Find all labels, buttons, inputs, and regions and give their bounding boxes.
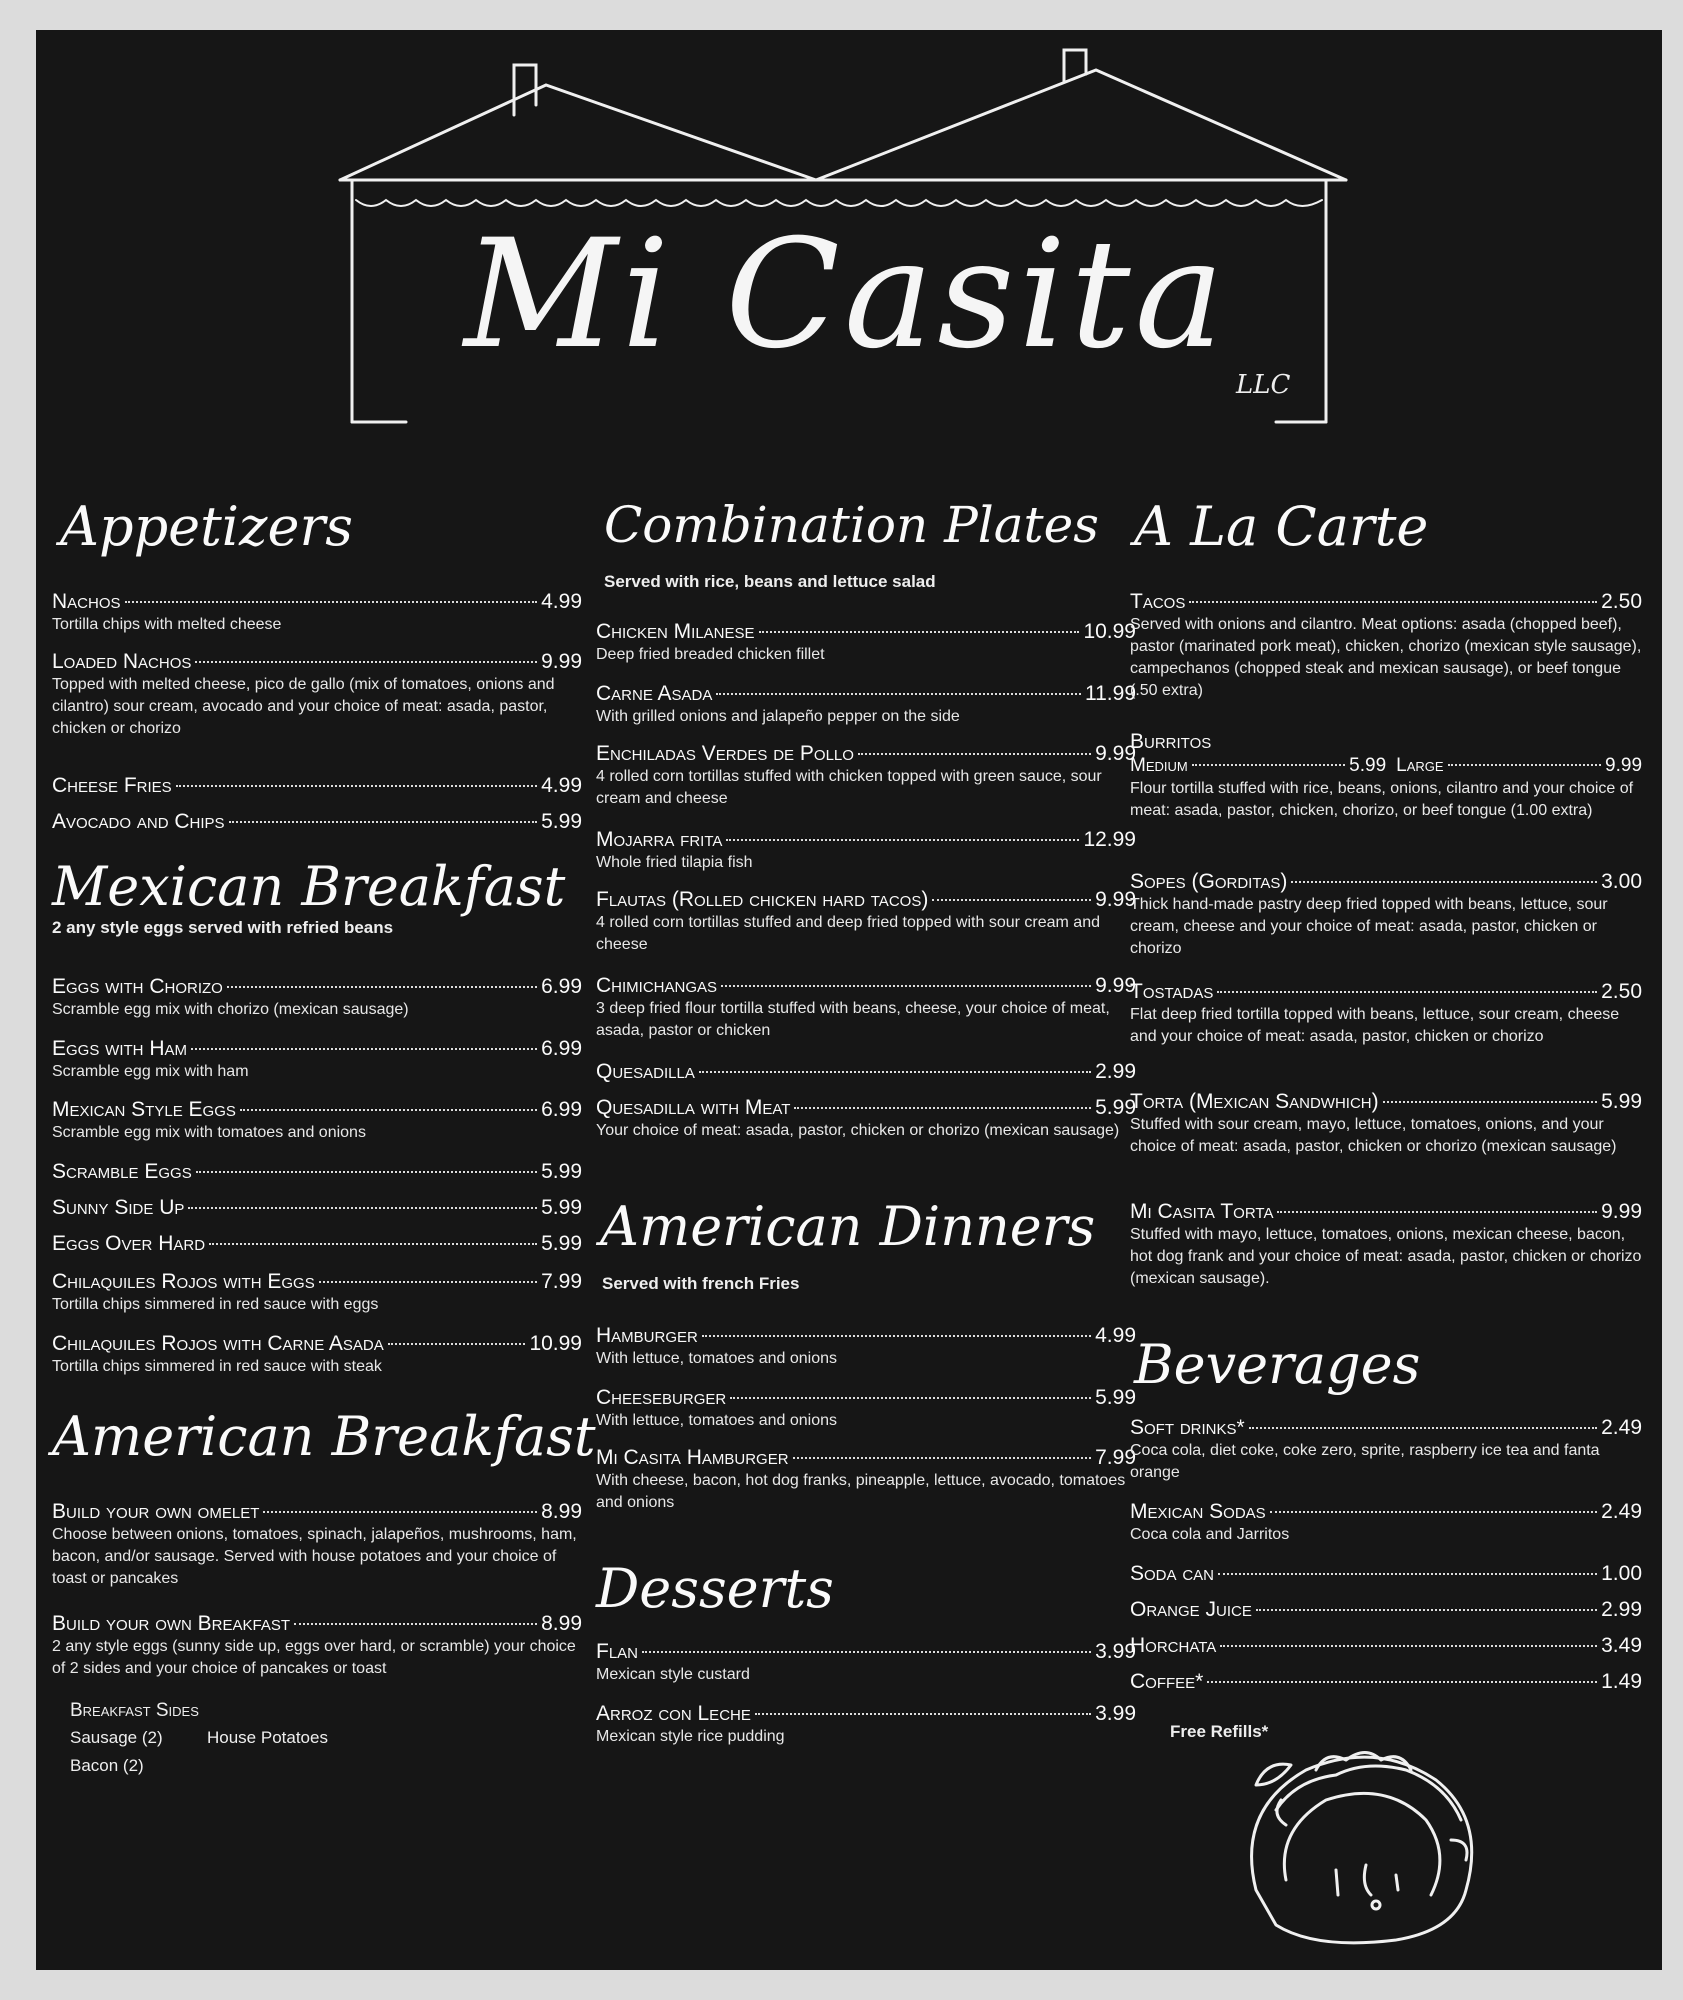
item-name: Loaded Nachos [52, 650, 192, 673]
item-name: Orange Juice [1130, 1598, 1252, 1621]
item-price: 4.99 [541, 590, 582, 613]
side-item: House Potatoes [207, 1728, 328, 1747]
item-price: 2.50 [1601, 590, 1642, 613]
item-price: 5.99 [541, 1196, 582, 1219]
item-price: 5.99 [541, 810, 582, 833]
item-price: 9.99 [1605, 755, 1643, 776]
item-description: Whole fried tilapia fish [596, 854, 753, 871]
appetizers-title: Appetizers [60, 495, 353, 558]
menu-item [596, 682, 1136, 728]
item-name: Build your own Breakfast [52, 1612, 291, 1635]
item-name: Chicken Milanese [596, 620, 755, 643]
item-price: 4.99 [541, 774, 582, 797]
item-description: Scramble egg mix with ham [52, 1063, 249, 1080]
menu-item [52, 1270, 582, 1316]
item-price: 2.99 [1095, 1060, 1136, 1083]
item-name: Carne Asada [596, 682, 713, 705]
combination-plates-subtitle: Served with rice, beans and lettuce salad [604, 572, 936, 591]
menu-item [1130, 1416, 1642, 1484]
menu-item [52, 1232, 582, 1256]
item-price: 5.99 [1349, 755, 1387, 776]
item-name: Arroz con Leche [596, 1702, 751, 1725]
menu-item [596, 1386, 1136, 1432]
item-description: Stuffed with mayo, lettuce, tomatoes, onions, mexican cheese, bacon, hot dog frank and your choice of meat: asada, pastor, chicken or chorizo (mexican sausage). [1130, 1226, 1642, 1287]
brand-suffix: LLC [1236, 370, 1291, 400]
mexican-breakfast-title: Mexican Breakfast [52, 855, 566, 918]
item-description: With lettuce, tomatoes and onions [596, 1350, 838, 1367]
item-description: 2 any style eggs (sunny side up, eggs over hard, or scramble) your choice of 2 sides and your choice of pancakes or toast [52, 1638, 576, 1677]
brand-name: Mi Casita [463, 208, 1229, 382]
side-item: Bacon (2) [70, 1756, 144, 1775]
item-name: Eggs Over Hard [52, 1232, 206, 1255]
taco-icon [1216, 1690, 1516, 1960]
item-description: With cheese, bacon, hot dog franks, pineapple, lettuce, avocado, tomatoes and onions [596, 1472, 1126, 1511]
menu-item [1130, 1500, 1642, 1546]
item-name: Mojarra frita [596, 828, 723, 851]
menu-item [52, 774, 582, 798]
item-price: 9.99 [1601, 1200, 1642, 1223]
item-name: Burritos [1130, 730, 1212, 753]
menu-item [1130, 730, 1642, 822]
item-description: Coca cola, diet coke, coke zero, sprite, raspberry ice tea and fanta orange [1130, 1442, 1600, 1481]
menu-item [52, 1160, 582, 1184]
item-description: Coca cola and Jarritos [1130, 1526, 1290, 1543]
item-price: 12.99 [1083, 828, 1136, 851]
item-price: 2.49 [1601, 1500, 1642, 1523]
item-name: Chimichangas [596, 974, 718, 997]
item-name: Soft drinks* [1130, 1416, 1245, 1439]
item-description: Thick hand-made pastry deep fried topped with beans, lettuce, sour cream, cheese and your choice of meat: asada, pastor, chicken or chorizo [1130, 896, 1608, 957]
size-label: Large [1396, 755, 1444, 776]
item-description: Tortilla chips simmered in red sauce with eggs [52, 1296, 379, 1313]
menu-item [596, 974, 1136, 1042]
item-name: Tacos [1130, 590, 1186, 613]
item-description: Tortilla chips simmered in red sauce with steak [52, 1358, 382, 1375]
menu-item [52, 1332, 582, 1378]
menu-item [52, 1037, 582, 1083]
menu-item [596, 1446, 1136, 1514]
menu-item [596, 620, 1136, 666]
item-price: 5.99 [1095, 1386, 1136, 1409]
item-name: Coffee* [1130, 1670, 1204, 1693]
item-price: 1.00 [1601, 1562, 1642, 1585]
item-price: 7.99 [1095, 1446, 1136, 1469]
item-name: Eggs with Ham [52, 1037, 188, 1060]
item-name: Tostadas [1130, 980, 1214, 1003]
item-price: 2.49 [1601, 1416, 1642, 1439]
item-price: 3.99 [1095, 1702, 1136, 1725]
menu-item [52, 975, 582, 1021]
item-description: Served with onions and cilantro. Meat options: asada (chopped beef), pastor (marinated pork meat), chicken, chorizo (mexican style sausage), campechanos (chopped steak and mexican sausage), or beef tongue (.50 extra) [1130, 616, 1642, 699]
menu-item [1130, 1200, 1642, 1290]
menu-item [596, 742, 1136, 810]
menu-item [1130, 1598, 1642, 1622]
american-dinners-subtitle: Served with french Fries [602, 1274, 800, 1293]
item-description: Flour tortilla stuffed with rice, beans, onions, cilantro and your choice of meat: asada, pastor, chicken, chorizo, or beef tongue (1.00 extra) [1130, 780, 1634, 819]
item-price: 8.99 [541, 1500, 582, 1523]
menu-item [52, 650, 582, 740]
item-price: 2.99 [1601, 1598, 1642, 1621]
item-description: Choose between onions, tomatoes, spinach, jalapeños, mushrooms, ham, bacon, and/or sausage. Served with house potatoes and your choice of toast or pancakes [52, 1526, 577, 1587]
menu-board [36, 30, 1662, 1970]
item-name: Mexican Sodas [1130, 1500, 1266, 1523]
item-price: 10.99 [529, 1332, 582, 1355]
item-price: 9.99 [1095, 888, 1136, 911]
item-description: Your choice of meat: asada, pastor, chicken or chorizo (mexican sausage) [596, 1122, 1120, 1139]
item-name: Avocado and Chips [52, 810, 225, 833]
menu-item [52, 1612, 582, 1680]
item-price: 7.99 [541, 1270, 582, 1293]
mexican-breakfast-subtitle: 2 any style eggs served with refried beans [52, 918, 394, 937]
item-description: 3 deep fried flour tortilla stuffed with beans, cheese, your choice of meat, asada, pastor or chicken [596, 1000, 1110, 1039]
side-item: Sausage (2) [70, 1728, 163, 1747]
menu-item [596, 828, 1136, 874]
menu-item [52, 1196, 582, 1220]
item-name: Hamburger [596, 1324, 698, 1347]
item-description: 4 rolled corn tortillas stuffed with chicken topped with green sauce, sour cream and cheese [596, 768, 1102, 807]
item-price: 10.99 [1083, 620, 1136, 643]
american-dinners-title: American Dinners [600, 1195, 1096, 1258]
item-description: With grilled onions and jalapeño pepper on the side [596, 708, 960, 725]
item-name: Cheese Fries [52, 774, 172, 797]
menu-item [596, 888, 1136, 956]
free-refills-note: Free Refills* [1170, 1722, 1269, 1741]
item-name: Build your own omelet [52, 1500, 260, 1523]
a-la-carte-title: A La Carte [1134, 495, 1429, 558]
item-price: 3.99 [1095, 1640, 1136, 1663]
menu-item [596, 1324, 1136, 1370]
menu-item [1130, 590, 1642, 702]
menu-item [596, 1060, 1136, 1084]
item-name: Flan [596, 1640, 639, 1663]
item-price: 9.99 [541, 650, 582, 673]
menu-item [1130, 870, 1642, 960]
item-name: Mi Casita Hamburger [596, 1446, 789, 1469]
item-price: 6.99 [541, 975, 582, 998]
item-name: Mi Casita Torta [1130, 1200, 1274, 1223]
item-price: 2.50 [1601, 980, 1642, 1003]
item-description: Mexican style rice pudding [596, 1728, 785, 1745]
menu-item [1130, 1090, 1642, 1158]
item-name: Quesadilla [596, 1060, 695, 1083]
item-name: Quesadilla with Meat [596, 1096, 791, 1119]
american-breakfast-title: American Breakfast [52, 1405, 596, 1468]
item-price: 4.99 [1095, 1324, 1136, 1347]
desserts-title: Desserts [596, 1557, 834, 1620]
item-description: Topped with melted cheese, pico de gallo (mix of tomatoes, onions and cilantro) sour cream, avocado and your choice of meat: asada, pastor, chicken or chorizo [52, 676, 555, 737]
item-price: 1.49 [1601, 1670, 1642, 1693]
item-description: Deep fried breaded chicken fillet [596, 646, 825, 663]
menu-item [1130, 980, 1642, 1048]
item-price: 8.99 [541, 1612, 582, 1635]
item-description: Flat deep fried tortilla topped with beans, lettuce, sour cream, cheese and your choice of meat: asada, pastor, chicken or chorizo [1130, 1006, 1620, 1045]
item-name: Eggs with Chorizo [52, 975, 223, 998]
item-description: Scramble egg mix with chorizo (mexican sausage) [52, 1001, 409, 1018]
item-name: Torta (Mexican Sandwhich) [1130, 1090, 1379, 1113]
menu-item [52, 810, 582, 834]
item-name: Flautas (Rolled chicken hard tacos) [596, 888, 929, 911]
item-price: 3.00 [1601, 870, 1642, 893]
item-price: 11.99 [1085, 682, 1136, 705]
item-name: Chilaquiles Rojos with Carne Asada [52, 1332, 384, 1355]
item-name: Cheeseburger [596, 1386, 727, 1409]
item-name: Enchiladas Verdes de Pollo [596, 742, 854, 765]
item-price: 5.99 [541, 1160, 582, 1183]
item-name: Chilaquiles Rojos with Eggs [52, 1270, 315, 1293]
item-price: 5.99 [541, 1232, 582, 1255]
item-price: 6.99 [541, 1037, 582, 1060]
menu-item [1130, 1562, 1642, 1586]
beverages-title: Beverages [1134, 1333, 1421, 1396]
item-description: Stuffed with sour cream, mayo, lettuce, tomatoes, onions, and your choice of meat: asada, pastor, chicken or chorizo (mexican sausage) [1130, 1116, 1617, 1155]
menu-item [596, 1096, 1136, 1142]
item-name: Horchata [1130, 1634, 1217, 1657]
item-name: Sunny Side Up [52, 1196, 185, 1219]
item-description: Scramble egg mix with tomatoes and onions [52, 1124, 366, 1141]
item-name: Nachos [52, 590, 121, 613]
menu-item [596, 1640, 1136, 1686]
item-price: 6.99 [541, 1098, 582, 1121]
item-price: 9.99 [1095, 974, 1136, 997]
menu-item [1130, 1634, 1642, 1658]
item-name: Scramble Eggs [52, 1160, 192, 1183]
item-price: 5.99 [1095, 1096, 1136, 1119]
menu-item [596, 1702, 1136, 1748]
item-description: 4 rolled corn tortillas stuffed and deep fried topped with sour cream and cheese [596, 914, 1100, 953]
item-description: Mexican style custard [596, 1666, 750, 1683]
size-label: Medium [1130, 755, 1188, 776]
menu-item [52, 1500, 582, 1590]
item-name: Soda can [1130, 1562, 1215, 1585]
combination-plates-title: Combination Plates [604, 496, 1099, 554]
breakfast-sides-title: Breakfast Sides [70, 1700, 199, 1721]
item-description: Tortilla chips with melted cheese [52, 616, 282, 633]
item-description: With lettuce, tomatoes and onions [596, 1412, 838, 1429]
menu-item [52, 590, 582, 636]
item-name: Sopes (Gorditas) [1130, 870, 1288, 893]
menu-item [52, 1098, 582, 1144]
item-price: 9.99 [1095, 742, 1136, 765]
item-price: 5.99 [1601, 1090, 1642, 1113]
item-name: Mexican Style Eggs [52, 1098, 236, 1121]
item-price: 3.49 [1601, 1634, 1642, 1657]
